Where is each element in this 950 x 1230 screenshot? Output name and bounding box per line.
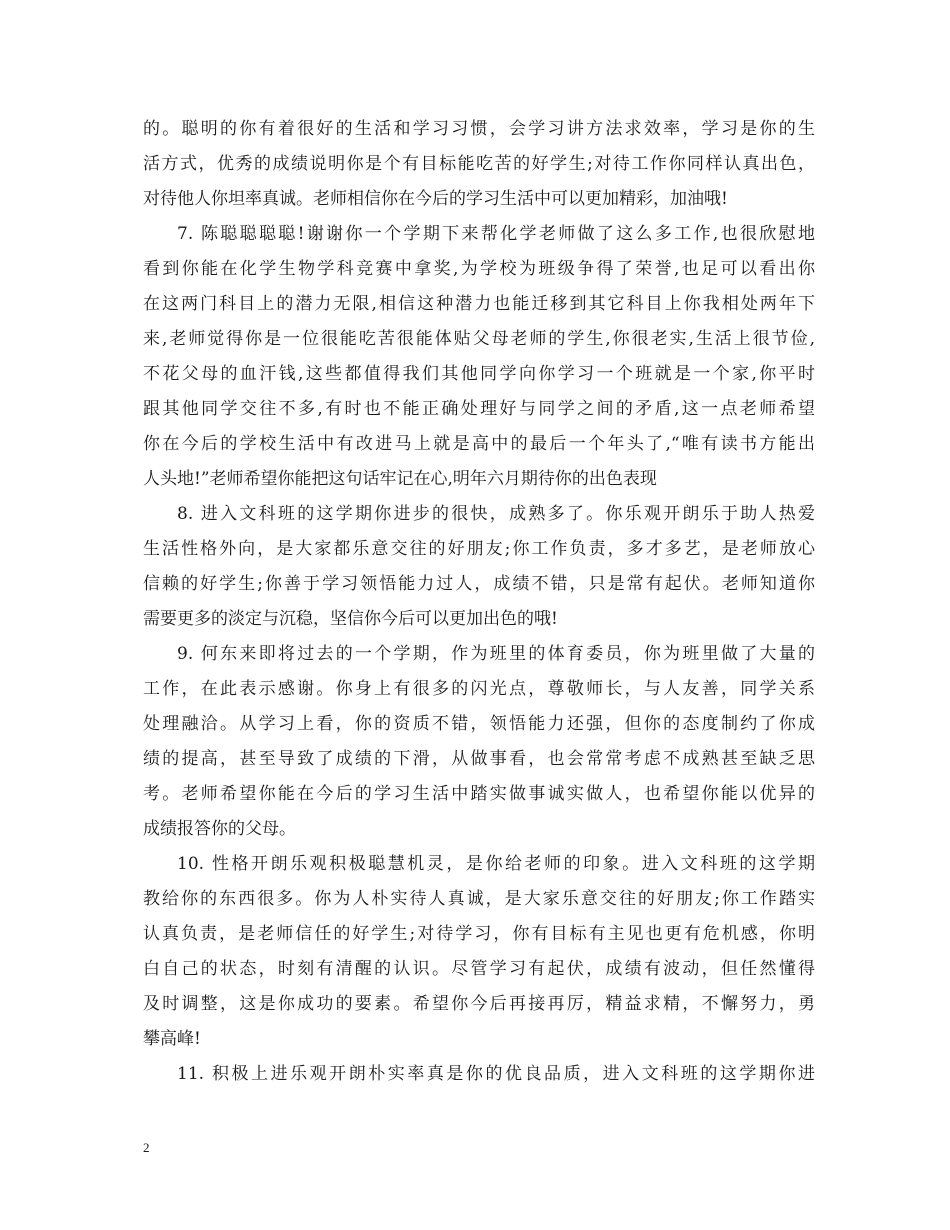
text-line: 考。老师希望你能在今后的学习生活中踏实做事诚实做人，也希望你能以优异的 bbox=[143, 784, 815, 804]
text-line: 7. 陈聪聪聪聪!谢谢你一个学期下来帮化学老师做了这么多工作,也很欣慰地 bbox=[177, 224, 815, 244]
text-line: 不花父母的血汗钱,这些都值得我们其他同学向你学习一个班就是一个家,你平时 bbox=[143, 364, 815, 384]
text-line: 8. 进入文科班的这学期你进步的很快，成熟多了。你乐观开朗乐于助人热爱 bbox=[177, 504, 815, 524]
text-line: 需要更多的淡定与沉稳，坚信你今后可以更加出色的哦! bbox=[143, 609, 558, 629]
text-line: 来,老师觉得你是一位很能吃苦很能体贴父母老师的学生,你很老实,生活上很节俭, bbox=[143, 329, 815, 349]
text-line: 及时调整，这是你成功的要素。希望你今后再接再厉，精益求精，不懈努力，勇 bbox=[143, 994, 815, 1014]
text-line: 成绩报答你的父母。 bbox=[143, 819, 296, 839]
text-line: 对待他人你坦率真诚。老师相信你在今后的学习生活中可以更加精彩，加油哦! bbox=[143, 189, 728, 209]
text-line: 攀高峰! bbox=[143, 1029, 201, 1049]
document-body bbox=[143, 112, 815, 1092]
page-number: 2 bbox=[143, 1140, 150, 1155]
text-line: 活方式，优秀的成绩说明你是个有目标能吃苦的好学生;对待工作你同样认真出色， bbox=[143, 154, 815, 174]
text-line: 工作，在此表示感谢。你身上有很多的闪光点，尊敬师长，与人友善，同学关系 bbox=[143, 679, 815, 699]
text-line: 跟其他同学交往不多,有时也不能正确处理好与同学之间的矛盾,这一点老师希望 bbox=[143, 399, 815, 419]
text-line: 11. 积极上进乐观开朗朴实率真是你的优良品质，进入文科班的这学期你进 bbox=[177, 1064, 815, 1084]
text-line: 处理融洽。从学习上看，你的资质不错，领悟能力还强，但你的态度制约了你成 bbox=[143, 714, 815, 734]
text-line: 绩的提高，甚至导致了成绩的下滑，从做事看，也会常常考虑不成熟甚至缺乏思 bbox=[143, 749, 815, 769]
text-line: 在这两门科目上的潜力无限,相信这种潜力也能迁移到其它科目上你我相处两年下 bbox=[143, 294, 815, 314]
text-line: 生活性格外向，是大家都乐意交往的好朋友;你工作负责，多才多艺，是老师放心 bbox=[143, 539, 815, 559]
text-line: 白自己的状态，时刻有清醒的认识。尽管学习有起伏，成绩有波动，但任然懂得 bbox=[143, 959, 815, 979]
text-line: 信赖的好学生;你善于学习领悟能力过人，成绩不错，只是常有起伏。老师知道你 bbox=[143, 574, 815, 594]
text-line: 的。聪明的你有着很好的生活和学习习惯，会学习讲方法求效率，学习是你的生 bbox=[143, 119, 815, 139]
text-line: 看到你能在化学生物学科竞赛中拿奖,为学校为班级争得了荣誉,也足可以看出你 bbox=[143, 259, 815, 279]
text-line: 你在今后的学校生活中有改进马上就是高中的最后一个年头了,“唯有读书方能出 bbox=[143, 434, 815, 454]
text-line: 10. 性格开朗乐观积极聪慧机灵，是你给老师的印象。进入文科班的这学期 bbox=[177, 854, 815, 874]
text-line: 教给你的东西很多。你为人朴实待人真诚，是大家乐意交往的好朋友;你工作踏实 bbox=[143, 889, 815, 909]
text-line: 认真负责，是老师信任的好学生;对待学习，你有目标有主见也更有危机感，你明 bbox=[143, 924, 815, 944]
text-line: 9. 何东来即将过去的一个学期，作为班里的体育委员，你为班里做了大量的 bbox=[177, 644, 815, 664]
text-line: 人头地!”老师希望你能把这句话牢记在心,明年六月期待你的出色表现 bbox=[143, 469, 657, 489]
